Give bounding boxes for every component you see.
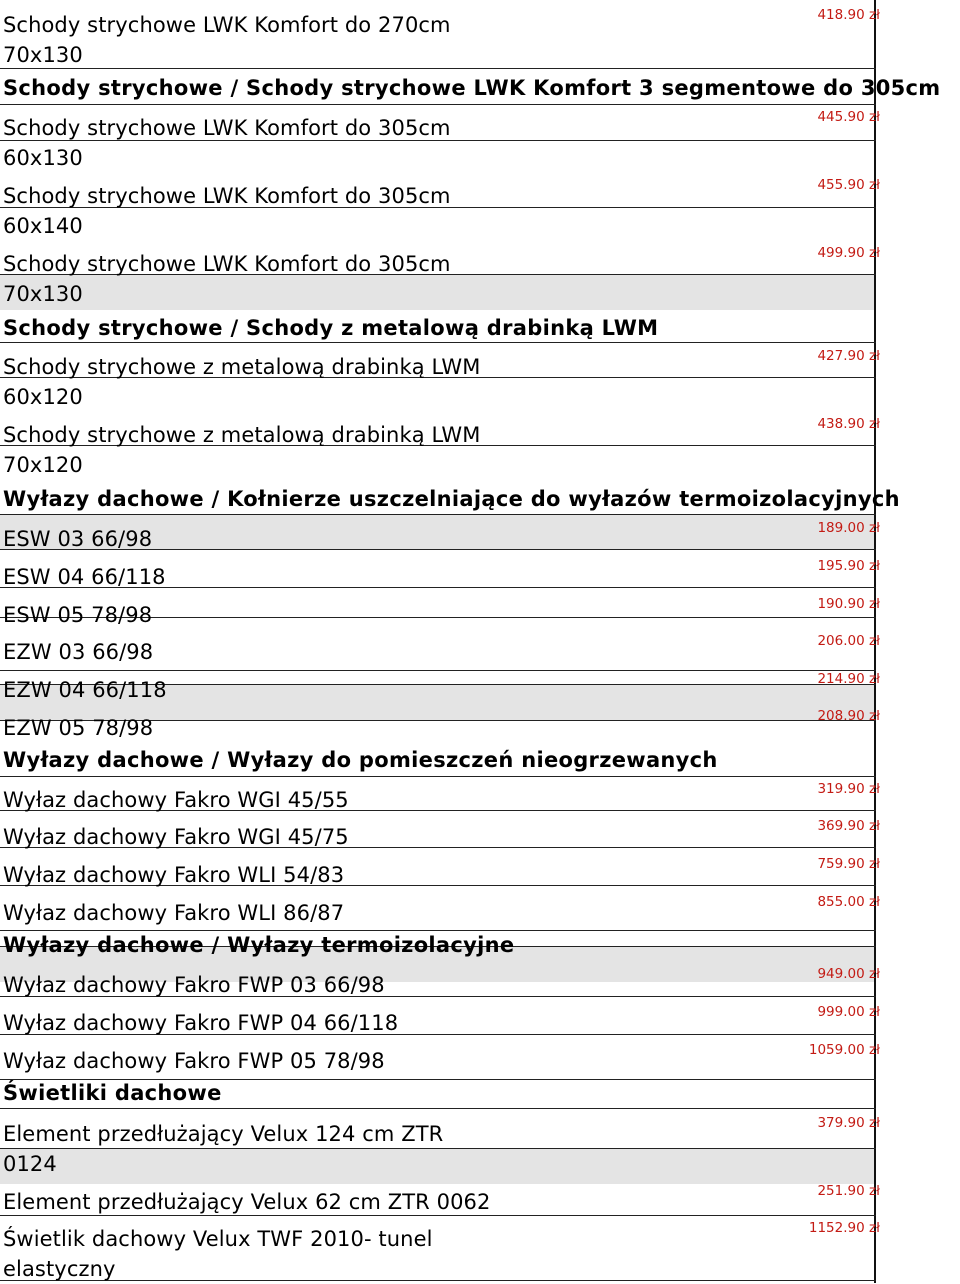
product-price [817,1183,880,1199]
product-price [817,1115,880,1131]
product-variant: 60x140 [3,214,83,238]
price-value: 189.00 [817,520,865,536]
price-value: 195.90 [817,558,865,574]
price-value: 251.90 [817,1183,865,1199]
price-currency: zł [869,416,880,432]
price-currency: zł [869,671,880,687]
row-divider [0,670,876,671]
product-name: Wyłaz dachowy Fakro FWP 05 78/98 [3,1049,385,1073]
product-price [817,856,880,872]
price-currency: zł [869,1042,880,1058]
product-name: EZW 05 78/98 [3,716,154,740]
price-value: 1152.90 [808,1220,865,1236]
product-name: Wyłaz dachowy Fakro WLI 54/83 [3,863,345,887]
product-price [817,245,880,261]
price-currency: zł [869,520,880,536]
price-currency: zł [869,894,880,910]
row-divider [0,104,876,105]
row-divider [0,68,876,69]
product-price [817,177,880,193]
product-name: Element przedłużający Velux 124 cm ZTR [3,1122,444,1146]
product-price [817,671,880,687]
product-name: Schody strychowe LWK Komfort do 270cm [3,13,451,37]
price-value: 208.90 [817,708,865,724]
product-price [817,633,880,649]
product-variant: 70x130 [3,282,83,306]
price-value: 418.90 [817,7,865,23]
row-divider [0,776,876,777]
product-variant: 70x120 [3,453,83,477]
product-variant: 60x120 [3,385,83,409]
product-name: Wyłaz dachowy Fakro WGI 45/55 [3,788,349,812]
product-price [808,1042,880,1058]
price-currency: zł [869,818,880,834]
price-currency: zł [869,177,880,193]
price-currency: zł [869,558,880,574]
price-value: 999.00 [817,1004,865,1020]
product-name: Schody strychowe LWK Komfort do 305cm [3,252,451,276]
product-name: Wyłaz dachowy Fakro FWP 04 66/118 [3,1011,399,1035]
category-heading: Wyłazy dachowe / Kołnierze uszczelniające do wyłazów termoizolacyjnych [3,487,900,511]
price-value: 427.90 [817,348,865,364]
product-price [817,7,880,23]
price-value: 319.90 [817,781,865,797]
product-price [817,1004,880,1020]
category-heading: Wyłazy dachowe / Wyłazy termoizolacyjne [3,933,515,957]
product-price [817,348,880,364]
price-currency: zł [869,245,880,261]
row-divider [0,342,876,343]
price-currency: zł [869,781,880,797]
row-highlight-band [0,1148,874,1184]
price-value: 438.90 [817,416,865,432]
price-value: 1059.00 [808,1042,865,1058]
product-name: ESW 05 78/98 [3,603,153,627]
price-currency: zł [869,856,880,872]
product-name: Schody strychowe LWK Komfort do 305cm [3,184,451,208]
product-price [817,781,880,797]
product-price [817,520,880,536]
category-heading: Schody strychowe / Schody z metalową drabinką LWM [3,316,659,340]
row-divider [0,1280,876,1281]
price-currency: zł [869,7,880,23]
price-value: 214.90 [817,671,865,687]
product-name: Świetlik dachowy Velux TWF 2010- tunel [3,1227,433,1251]
product-name: Schody strychowe z metalową drabinką LWM [3,355,481,379]
price-currency: zł [869,1004,880,1020]
price-value: 206.00 [817,633,865,649]
price-currency: zł [869,1183,880,1199]
price-currency: zł [869,708,880,724]
product-name: Element przedłużający Velux 62 cm ZTR 0062 [3,1190,491,1214]
price-value: 379.90 [817,1115,865,1131]
product-price [817,596,880,612]
price-currency: zł [869,348,880,364]
category-heading: Schody strychowe / Schody strychowe LWK Komfort 3 segmentowe do 305cm [3,76,941,100]
price-value: 499.90 [817,245,865,261]
price-currency: zł [869,109,880,125]
product-price [817,966,880,982]
price-value: 949.00 [817,966,865,982]
price-currency: zł [869,1220,880,1236]
product-name: ESW 04 66/118 [3,565,166,589]
product-variant: 60x130 [3,146,83,170]
row-divider [0,1108,876,1109]
product-price [817,708,880,724]
product-variant: elastyczny [3,1257,116,1281]
product-name: ESW 03 66/98 [3,527,153,551]
product-variant: 0124 [3,1152,57,1176]
product-name: Schody strychowe z metalową drabinką LWM [3,423,481,447]
product-price [817,894,880,910]
product-name: EZW 04 66/118 [3,678,167,702]
product-name: Wyłaz dachowy Fakro WGI 45/75 [3,825,349,849]
product-price [808,1220,880,1236]
product-name: EZW 03 66/98 [3,640,154,664]
price-currency: zł [869,596,880,612]
product-name: Wyłaz dachowy Fakro WLI 86/87 [3,901,345,925]
price-currency: zł [869,633,880,649]
price-value: 445.90 [817,109,865,125]
price-value: 855.00 [817,894,865,910]
price-value: 759.90 [817,856,865,872]
product-price [817,818,880,834]
price-value: 190.90 [817,596,865,612]
price-currency: zł [869,966,880,982]
product-price [817,416,880,432]
product-price [817,558,880,574]
row-divider [0,514,876,515]
price-currency: zł [869,1115,880,1131]
category-heading: Świetliki dachowe [3,1081,222,1105]
product-variant: 70x130 [3,43,83,67]
product-name: Schody strychowe LWK Komfort do 305cm [3,116,451,140]
category-heading: Wyłazy dachowe / Wyłazy do pomieszczeń nieogrzewanych [3,748,718,772]
row-highlight-band [0,274,874,310]
product-price [817,109,880,125]
price-value: 369.90 [817,818,865,834]
product-name: Wyłaz dachowy Fakro FWP 03 66/98 [3,973,385,997]
price-value: 455.90 [817,177,865,193]
